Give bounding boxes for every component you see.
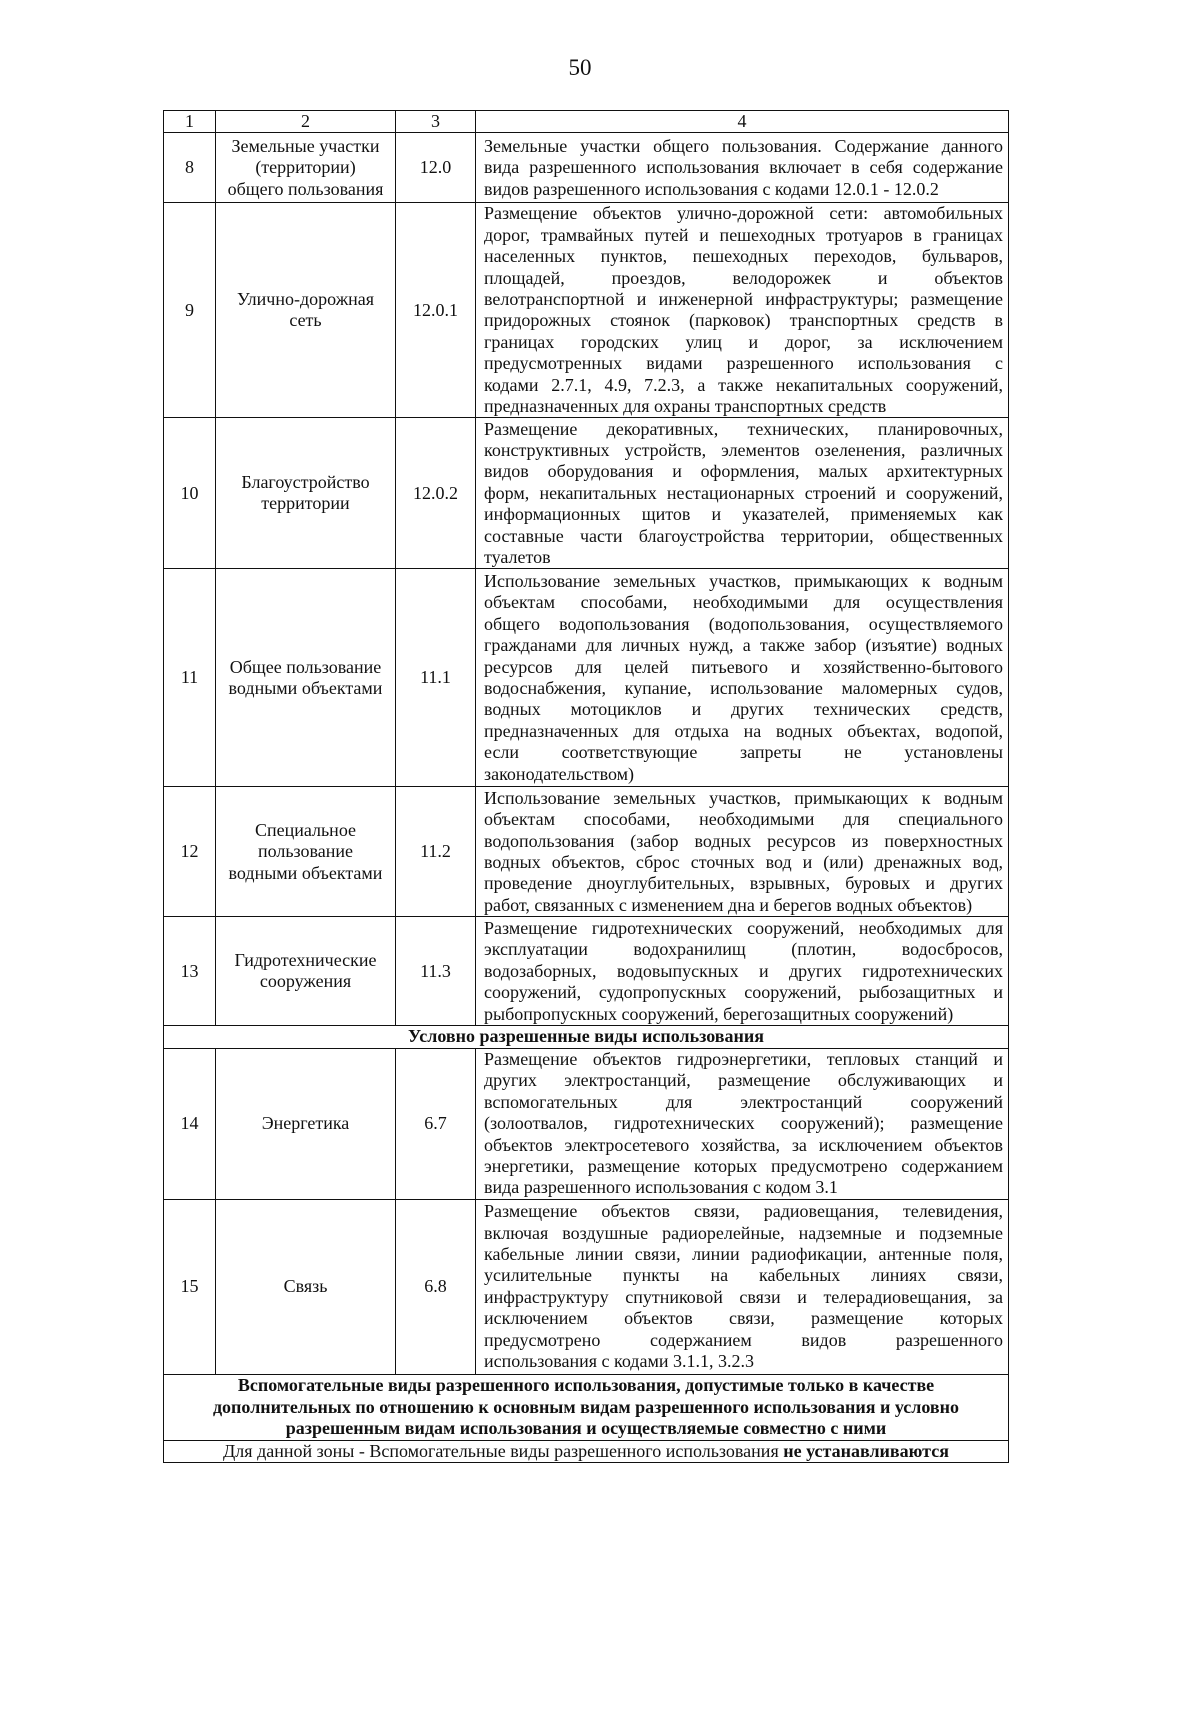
conditional-uses-heading: Условно разрешенные виды использования [164, 1026, 1009, 1048]
row-number: 11 [180, 667, 199, 688]
use-description-line: конструктивных устройств, элементов озеленения, различных [484, 439, 1003, 460]
auxiliary-heading-line: дополнительных по отношению к основным видам разрешенного использования и условно [212, 1396, 960, 1417]
use-description-cell [476, 569, 1009, 787]
use-description-line: предусмотренных видами разрешенного использования с [484, 353, 1003, 374]
use-name-line: водными объектами [228, 677, 383, 698]
column-header-code: 3 [396, 111, 476, 133]
use-description-line: Размещение объектов связи, радиовещания, телевидения, [484, 1201, 1003, 1222]
auxiliary-uses-heading-row [164, 1374, 1009, 1440]
use-description-line: вида разрешенного использования включает в себя содержание [484, 157, 1003, 178]
row-number-cell [164, 917, 216, 1026]
column-header-description: 4 [476, 111, 1009, 133]
row-number: 14 [180, 1113, 199, 1134]
use-code: 12.0.1 [413, 299, 458, 320]
use-description-line: туалетов [484, 546, 551, 567]
use-description-line: водопользования (забор водных ресурсов из поверхностных [484, 830, 1003, 851]
header-row [164, 111, 1009, 133]
use-description-line: водных объектов, сброс сточных вод и (или) дренажных вод, [484, 851, 1003, 872]
use-name-cell [216, 917, 396, 1026]
use-code-cell [396, 1199, 476, 1374]
row-number-cell [164, 1199, 216, 1374]
row-number-cell [164, 787, 216, 917]
use-name-line: Специальное [254, 819, 357, 840]
auxiliary-heading-line: разрешенным видам использования и осуществляемые совместно с ними [285, 1418, 887, 1439]
use-description-line: Размещение объектов гидроэнергетики, тепловых станций и [484, 1048, 1003, 1069]
use-description-line: Земельные участки общего пользования. Содержание данного [484, 135, 1003, 156]
auxiliary-uses-note [164, 1440, 1009, 1462]
use-description-line: гражданами для личных нужд, а также забор (изъятие) водных [484, 635, 1003, 656]
use-code: 12.0 [419, 157, 452, 178]
use-description-line: вида разрешенного использования с кодом 3.1 [484, 1177, 838, 1198]
use-description-line: населенных пунктов, пешеходных переходов, бульваров, [484, 246, 1003, 267]
use-description-line: других электростанций, размещение обслуживающих и [484, 1070, 1003, 1091]
use-name-cell [216, 133, 396, 203]
column-header-name: 2 [216, 111, 396, 133]
row-number: 13 [180, 960, 199, 981]
use-description-cell [476, 418, 1009, 569]
use-description-line: водозаборных, водовыпускных и других гидротехнических [484, 960, 1003, 981]
use-description-line: площадей, проездов, велодорожек и объектов [484, 267, 1003, 288]
use-description-line: водоснабжения, купание, использование маломерных судов, [484, 677, 1003, 698]
table-row [164, 1048, 1009, 1199]
column-header-number: 1 [164, 111, 216, 133]
use-name-line: Благоустройство [241, 472, 370, 493]
use-description-line: водных мотоциклов и других технических средств, [484, 699, 1003, 720]
use-name-line: Общее пользование [229, 656, 382, 677]
use-code-cell [396, 418, 476, 569]
use-description-line: границах городских улиц и дорог, за исключением [484, 331, 1003, 352]
use-description-line: предназначенных для отдыха на водных объектах, водопой, [484, 720, 1003, 741]
table-row [164, 133, 1009, 203]
use-name-cell [216, 418, 396, 569]
use-description-cell [476, 203, 1009, 418]
use-description-cell [476, 1048, 1009, 1199]
auxiliary-heading-line: Вспомогательные виды разрешенного использования, допустимые только в качестве [237, 1375, 935, 1396]
use-description-line: вспомогательных для электростанций сооружений [484, 1091, 1003, 1112]
use-description-line: придорожных стоянок (парковок) транспортных средств в [484, 310, 1003, 331]
use-description-cell [476, 917, 1009, 1026]
use-name-cell [216, 1048, 396, 1199]
use-description-line: эксплуатации водохранилищ (плотин, водосбросов, [484, 939, 1003, 960]
use-description-line: объектам способами, необходимыми для специального [484, 809, 1003, 830]
use-name-line: Гидротехнические [234, 950, 377, 971]
use-description-line: сооружений, судопропускных сооружений, рыбозащитных и [484, 982, 1003, 1003]
use-description-line: усилительные пункты на кабельных линиях связи, [484, 1265, 1003, 1286]
use-code-cell [396, 203, 476, 418]
use-description-line: рыбопропускных сооружений, берегозащитных сооружений) [484, 1003, 954, 1024]
use-name-line: Улично-дорожная [236, 289, 375, 310]
use-description-line: объектов электросетевого хозяйства, за исключением объектов [484, 1134, 1003, 1155]
use-description-line: Размещение объектов улично-дорожной сети: автомобильных [484, 203, 1003, 224]
use-name-line: сеть [289, 310, 322, 331]
row-number-cell [164, 1048, 216, 1199]
auxiliary-uses-heading [164, 1374, 1009, 1440]
page-number: 50 [568, 55, 592, 80]
use-description-line: кабельные линии связи, линии радиофикации, антенные поля, [484, 1244, 1003, 1265]
use-description-line: Размещение декоративных, технических, планировочных, [484, 418, 1003, 439]
use-name-line: пользование [257, 841, 354, 862]
use-code-cell [396, 1048, 476, 1199]
use-name-cell [216, 787, 396, 917]
table-row [164, 787, 1009, 917]
use-name-line: территории [261, 493, 350, 514]
auxiliary-note-emphasis: не устанавливаются [783, 1440, 949, 1461]
use-code: 11.2 [420, 841, 451, 862]
use-description-cell [476, 133, 1009, 203]
use-code-cell [396, 917, 476, 1026]
use-description-line: ресурсов для целей питьевого и хозяйственно-бытового [484, 656, 1003, 677]
use-description-line: предусмотрено содержанием видов разрешенного [484, 1329, 1003, 1350]
use-code: 6.8 [424, 1276, 447, 1297]
use-description-line: Использование земельных участков, примыкающих к водным [484, 570, 1003, 591]
use-description-line: предназначенных для охраны транспортных средств [484, 396, 887, 417]
table-row [164, 418, 1009, 569]
row-number-cell [164, 133, 216, 203]
use-description-line: если соответствующие запреты не установлены [484, 742, 1003, 763]
land-use-table [163, 110, 1009, 1463]
use-description-line: исключением объектов связи, размещение которых [484, 1308, 1003, 1329]
table-row [164, 203, 1009, 418]
row-number-cell [164, 203, 216, 418]
use-name-line: сооружения [259, 971, 352, 992]
use-description-line: Использование земельных участков, примыкающих к водным [484, 787, 1003, 808]
use-description-cell [476, 1199, 1009, 1374]
conditional-uses-heading-row [164, 1026, 1009, 1048]
use-description-line: (золоотвалов, гидротехнических сооружений); размещение [484, 1113, 1003, 1134]
use-description-line: энергетики, размещение которых предусмотрено содержанием [484, 1155, 1003, 1176]
use-description-line: форм, некапитальных нестационарных строений и сооружений, [484, 482, 1003, 503]
use-description-line: включая воздушные радиорелейные, надземные и подземные [484, 1222, 1003, 1243]
use-description-line: объектам способами, необходимыми для осуществления [484, 592, 1003, 613]
auxiliary-uses-note-row [164, 1440, 1009, 1462]
table-row [164, 569, 1009, 787]
table-body [164, 133, 1009, 1463]
row-number: 15 [180, 1276, 199, 1297]
row-number-cell [164, 569, 216, 787]
use-code: 11.3 [420, 960, 451, 981]
use-description-line: использования с кодами 3.1.1, 3.2.3 [484, 1351, 754, 1372]
use-name-cell [216, 203, 396, 418]
use-description-line: видов разрешенного использования с кодами 12.0.1 - 12.0.2 [484, 178, 939, 199]
use-description-line: Размещение гидротехнических сооружений, необходимых для [484, 917, 1003, 938]
use-code-cell [396, 133, 476, 203]
use-name-line: Энергетика [261, 1113, 350, 1134]
use-name-line: (территории) [255, 157, 356, 178]
row-number: 12 [180, 841, 199, 862]
use-name-cell [216, 569, 396, 787]
use-description-line: информационных щитов и указателей, применяемых как [484, 504, 1003, 525]
use-description-cell [476, 787, 1009, 917]
use-description-line: работ, связанных с изменением дна и берегов водных объектов) [484, 894, 973, 915]
use-description-line: проведение дноуглубительных, взрывных, буровых и других [484, 873, 1003, 894]
use-description-line: кодами 2.7.1, 4.9, 7.2.3, а также некапитальных сооружений, [484, 374, 1003, 395]
use-code-cell [396, 569, 476, 787]
row-number: 9 [185, 299, 194, 320]
use-name-line: общего пользования [227, 178, 384, 199]
use-code: 6.7 [424, 1113, 447, 1134]
use-code: 12.0.2 [413, 482, 458, 503]
use-name-line: водными объектами [228, 862, 383, 883]
use-name-cell [216, 1199, 396, 1374]
use-code: 11.1 [420, 667, 451, 688]
auxiliary-note-text: Для данной зоны - Вспомогательные виды разрешенного использования [223, 1440, 784, 1461]
use-name-line: Земельные участки [231, 135, 380, 156]
use-description-line: инфраструктуру спутниковой связи и телерадиовещания, за [484, 1286, 1003, 1307]
row-number: 8 [185, 157, 194, 178]
use-code-cell [396, 787, 476, 917]
use-description-line: видов оборудования и оформления, малых архитектурных [484, 461, 1003, 482]
use-description-line: законодательством) [484, 763, 635, 784]
use-description-line: велотранспортной и инженерной инфраструктуры; размещение [484, 289, 1003, 310]
table-header [164, 111, 1009, 133]
table-row [164, 917, 1009, 1026]
use-description-line: общего водопользования (водопользования, осуществляемого [484, 613, 1003, 634]
table-row [164, 1199, 1009, 1374]
row-number-cell [164, 418, 216, 569]
use-name-line: Связь [283, 1276, 328, 1297]
use-description-line: составные части благоустройства территории, общественных [484, 525, 1003, 546]
row-number: 10 [180, 482, 199, 503]
use-description-line: дорог, трамвайных путей и пешеходных тротуаров в границах [484, 224, 1003, 245]
